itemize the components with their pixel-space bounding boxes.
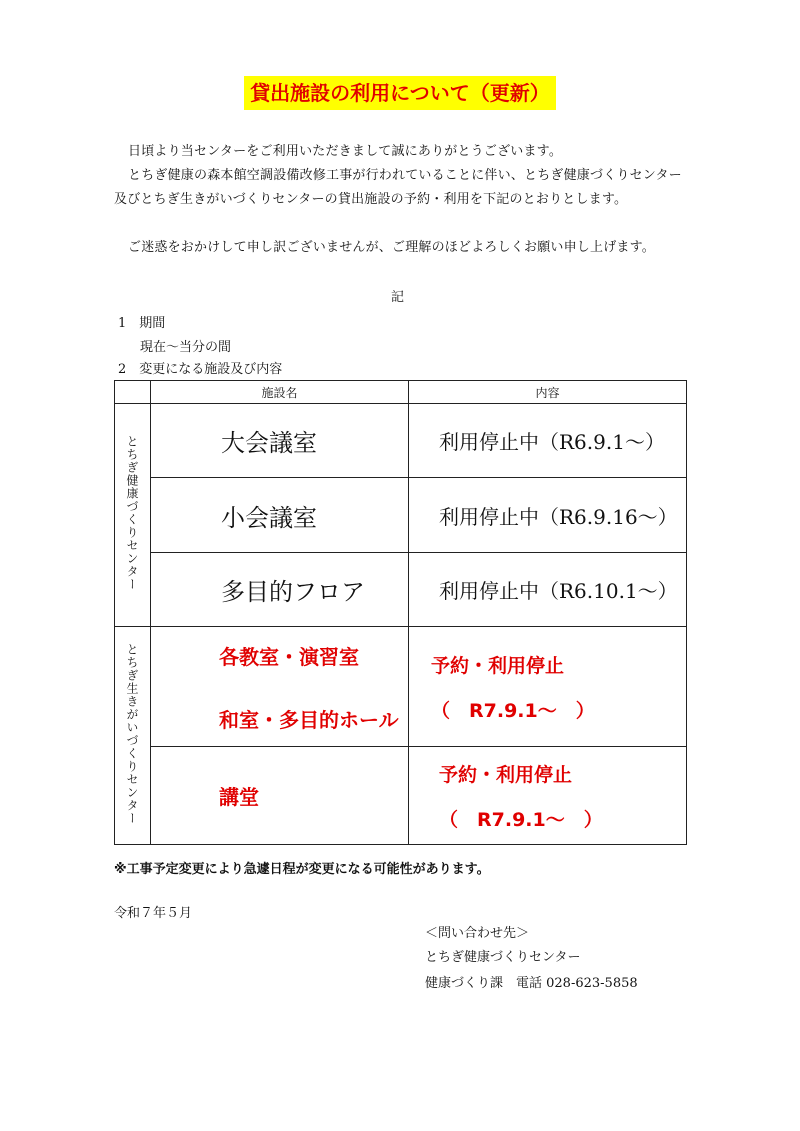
- table-row: [115, 553, 687, 627]
- header-content: 内容: [409, 381, 687, 404]
- section-1-body: 現在～当分の間: [140, 340, 232, 355]
- facility-table: [114, 380, 687, 845]
- intro-paragraph-3: ご迷惑をおかけして申し訳ございませんが、ご理解のほどよろしくお願い申し上げます。: [128, 240, 655, 255]
- group-label-ikigai: とちぎ生きがいづくりセンター: [125, 642, 139, 825]
- header-facility-name: 施設名: [151, 381, 409, 404]
- contact-heading: ＜問い合わせ先＞: [425, 926, 530, 941]
- ki-marker: 記: [391, 290, 405, 305]
- group-label-cell: [115, 627, 151, 845]
- facility-name-line: 和室・多目的ホール: [219, 707, 399, 732]
- table-row: [115, 627, 687, 747]
- facility-name: 小会議室: [151, 478, 409, 553]
- intro-paragraph-2: とちぎ健康の森本館空調設備改修工事が行われていることに伴い、とちぎ健康づくりセンター及びとちぎ生きがいづくりセンターの貸出施設の予約・利用を下記のとおりとします。: [114, 168, 682, 207]
- contact-organization: とちぎ健康づくりセンター: [425, 950, 581, 965]
- group-label-health: とちぎ健康づくりセンター: [125, 435, 139, 591]
- facility-content-line: 予約・利用停止: [439, 763, 573, 786]
- facility-content: 利用停止中（R6.10.1～）: [409, 553, 687, 627]
- contact-phone: 健康づくり課 電話 028-623-5858: [425, 976, 638, 991]
- facility-content-line: 予約・利用停止: [431, 654, 565, 677]
- header-blank: [115, 381, 151, 404]
- table-row: [115, 404, 687, 478]
- facility-name-line: 各教室・演習室: [219, 644, 359, 669]
- facility-content: 利用停止中（R6.9.16～）: [409, 478, 687, 553]
- facility-content: [409, 747, 687, 845]
- facility-content: [409, 627, 687, 747]
- facility-content-line: （ R7.9.1～ ）: [439, 808, 603, 831]
- group-label-cell: [115, 404, 151, 627]
- table-header-row: [115, 381, 687, 404]
- table-row: [115, 478, 687, 553]
- issue-date: 令和７年５月: [114, 906, 193, 921]
- facility-content: 利用停止中（R6.9.1～）: [409, 404, 687, 478]
- facility-name: 講堂: [151, 747, 409, 845]
- section-1-heading: 1 期間: [118, 316, 166, 331]
- section-2-heading: 2 変更になる施設及び内容: [118, 362, 283, 377]
- facility-content-line: （ R7.9.1～ ）: [431, 699, 595, 722]
- facility-name: 多目的フロア: [151, 553, 409, 627]
- schedule-change-note: ※工事予定変更により急遽日程が変更になる可能性があります。: [114, 862, 490, 877]
- intro-paragraph-1: 日頃より当センターをご利用いただきまして誠にありがとうございます。: [128, 144, 563, 159]
- facility-name: [151, 627, 409, 747]
- facility-name: 大会議室: [151, 404, 409, 478]
- page-title: 貸出施設の利用について（更新）: [244, 76, 556, 110]
- table-row: [115, 747, 687, 845]
